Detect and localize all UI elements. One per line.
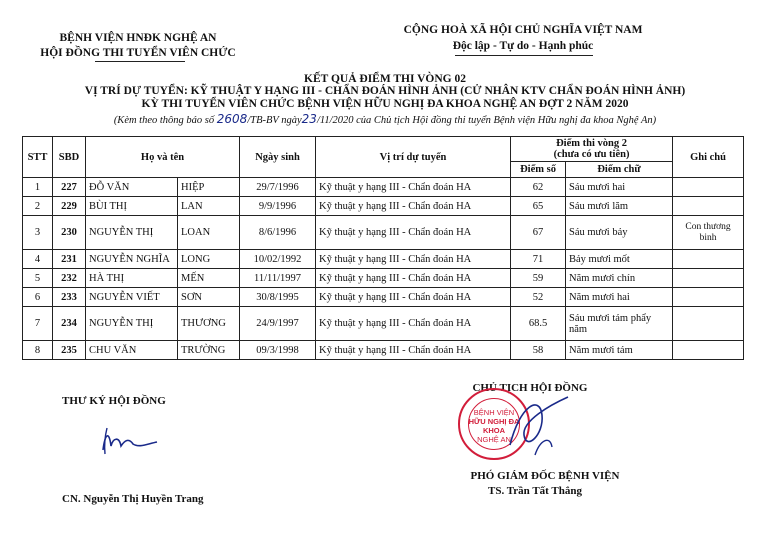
doc-title: KẾT QUẢ ĐIỂM THI VÒNG 02: [304, 73, 466, 85]
cell-dob: 10/02/1992: [240, 250, 316, 269]
cell-sbd: 234: [53, 307, 86, 341]
cell-score-text: Sáu mươi lăm: [566, 197, 673, 216]
header-stt: STT: [23, 137, 53, 178]
header-left-underline: [95, 61, 185, 62]
cell-score: 59: [511, 269, 566, 288]
cell-sbd: 227: [53, 178, 86, 197]
cell-surname: BÙI THỊ: [86, 197, 178, 216]
cell-surname: ĐỖ VĂN: [86, 178, 178, 197]
cell-note: [673, 178, 744, 197]
cell-score-text: Năm mươi tám: [566, 341, 673, 360]
cell-stt: 1: [23, 178, 53, 197]
cell-given-name: LAN: [178, 197, 240, 216]
cell-position: Kỹ thuật y hạng III - Chẩn đoán HA: [316, 288, 511, 307]
secretary-title: THƯ KÝ HỘI ĐỒNG: [62, 395, 166, 407]
cell-position: Kỹ thuật y hạng III - Chẩn đoán HA: [316, 250, 511, 269]
cell-given-name: LONG: [178, 250, 240, 269]
cell-surname: NGUYỄN VIẾT: [86, 288, 178, 307]
table-row: [23, 288, 744, 307]
secretary-name: CN. Nguyễn Thị Huyền Trang: [62, 493, 204, 505]
header-right-underline: [455, 55, 593, 56]
cell-dob: 09/3/1998: [240, 341, 316, 360]
cell-stt: 6: [23, 288, 53, 307]
cell-stt: 3: [23, 216, 53, 250]
cell-note: [673, 197, 744, 216]
cell-surname: NGUYỄN THỊ: [86, 307, 178, 341]
cell-score: 67: [511, 216, 566, 250]
note-day-handwritten: 23: [301, 112, 317, 126]
cell-note: [673, 250, 744, 269]
table-row: [23, 178, 744, 197]
chair-name: TS. Trần Tất Thắng: [488, 485, 582, 497]
header-sbd: SBD: [53, 137, 86, 178]
header-score-text: Điểm chữ: [566, 162, 673, 178]
cell-score: 65: [511, 197, 566, 216]
cell-dob: 8/6/1996: [240, 216, 316, 250]
cell-given-name: TRƯỜNG: [178, 341, 240, 360]
cell-surname: NGUYỄN THỊ: [86, 216, 178, 250]
cell-stt: 8: [23, 341, 53, 360]
cell-stt: 5: [23, 269, 53, 288]
cell-position: Kỹ thuật y hạng III - Chẩn đoán HA: [316, 216, 511, 250]
note-prefix: (Kèm theo thông báo số: [113, 115, 215, 126]
cell-position: Kỹ thuật y hạng III - Chẩn đoán HA: [316, 307, 511, 341]
cell-position: Kỹ thuật y hạng III - Chẩn đoán HA: [316, 269, 511, 288]
national-title: CỘNG HOÀ XÃ HỘI CHỦ NGHĨA VIỆT NAM: [403, 24, 643, 36]
header-score-number: Điểm số: [511, 162, 566, 178]
cell-score: 52: [511, 288, 566, 307]
header-position: Vị trí dự tuyển: [316, 137, 511, 178]
cell-score-text: Năm mươi hai: [566, 288, 673, 307]
seal-line-3: NGHỆ AN: [477, 435, 511, 444]
cell-dob: 24/9/1997: [240, 307, 316, 341]
cell-sbd: 230: [53, 216, 86, 250]
header-score-group: [511, 137, 673, 162]
note-suffix: /11/2020 của Chủ tịch Hội đồng thi tuyển Bệnh viện Hữu nghị đa khoa Nghệ An): [316, 115, 657, 126]
cell-surname: HÀ THỊ: [86, 269, 178, 288]
header-score-group-title: Điểm thi vòng 2: [556, 138, 627, 149]
cell-sbd: 233: [53, 288, 86, 307]
cell-sbd: 235: [53, 341, 86, 360]
results-table: [22, 136, 744, 360]
national-motto: Độc lập - Tự do - Hạnh phúc: [452, 40, 594, 52]
hospital-name: BỆNH VIỆN HNĐK NGHỆ AN: [59, 32, 217, 44]
cell-score: 58: [511, 341, 566, 360]
cell-position: Kỹ thuật y hạng III - Chẩn đoán HA: [316, 178, 511, 197]
council-name: HỘI ĐỒNG THI TUYỂN VIÊN CHỨC: [40, 47, 236, 59]
cell-given-name: HIỆP: [178, 178, 240, 197]
cell-score-text: Năm mươi chín: [566, 269, 673, 288]
cell-score-text: Sáu mươi hai: [566, 178, 673, 197]
chair-title: CHỦ TỊCH HỘI ĐỒNG: [472, 382, 588, 394]
note-number-handwritten: 2608: [216, 112, 248, 126]
cell-position: Kỹ thuật y hạng III - Chẩn đoán HA: [316, 341, 511, 360]
doc-subtitle-position: VỊ TRÍ DỰ TUYỂN: KỸ THUẬT Y HẠNG III - CHẨN ĐOÁN HÌNH ẢNH (CỬ NHÂN KTV CHẨN ĐOÁN HÌNH ẢNH): [84, 85, 686, 97]
doc-subtitle-exam: KỲ THI TUYỂN VIÊN CHỨC BỆNH VIỆN HỮU NGHỊ ĐA KHOA NGHỆ AN ĐỢT 2 NĂM 2020: [141, 98, 629, 110]
cell-stt: 7: [23, 307, 53, 341]
cell-sbd: 229: [53, 197, 86, 216]
cell-surname: CHU VĂN: [86, 341, 178, 360]
cell-stt: 2: [23, 197, 53, 216]
note-mid: /TB-BV ngày: [247, 115, 302, 126]
cell-given-name: LOAN: [178, 216, 240, 250]
table-row: [23, 250, 744, 269]
cell-dob: 11/11/1997: [240, 269, 316, 288]
cell-score-text: Sáu mươi tám phẩy năm: [566, 307, 673, 341]
chair-role: PHÓ GIÁM ĐỐC BỆNH VIỆN: [470, 470, 620, 482]
cell-stt: 4: [23, 250, 53, 269]
cell-dob: 9/9/1996: [240, 197, 316, 216]
cell-dob: 30/8/1995: [240, 288, 316, 307]
doc-reference-note: [60, 112, 710, 126]
cell-note: [673, 269, 744, 288]
cell-sbd: 232: [53, 269, 86, 288]
cell-position: Kỹ thuật y hạng III - Chẩn đoán HA: [316, 197, 511, 216]
secretary-signature: [95, 420, 175, 460]
header-note: Ghi chú: [673, 137, 744, 178]
chair-signature: [480, 385, 590, 465]
cell-note: [673, 307, 744, 341]
cell-note: [673, 288, 744, 307]
cell-score-text: Sáu mươi bảy: [566, 216, 673, 250]
cell-score-text: Bảy mươi mốt: [566, 250, 673, 269]
seal-line-1: BỆNH VIỆN: [473, 408, 515, 417]
cell-given-name: SƠN: [178, 288, 240, 307]
cell-note: Con thương binh: [673, 216, 744, 250]
cell-score: 71: [511, 250, 566, 269]
cell-given-name: THƯƠNG: [178, 307, 240, 341]
cell-sbd: 231: [53, 250, 86, 269]
table-row: [23, 269, 744, 288]
table-row: [23, 341, 744, 360]
table-row: [23, 216, 744, 250]
table-row: [23, 307, 744, 341]
cell-given-name: MẾN: [178, 269, 240, 288]
cell-note: [673, 341, 744, 360]
cell-surname: NGUYỄN NGHĨA: [86, 250, 178, 269]
seal-line-2: HỮU NGHỊ ĐA KHOA: [468, 417, 520, 435]
header-score-group-sub: (chưa có ưu tiên): [553, 149, 630, 160]
cell-score: 68.5: [511, 307, 566, 341]
header-dob: Ngày sinh: [240, 137, 316, 178]
table-row: [23, 197, 744, 216]
cell-dob: 29/7/1996: [240, 178, 316, 197]
header-name: Họ và tên: [86, 137, 240, 178]
cell-score: 62: [511, 178, 566, 197]
